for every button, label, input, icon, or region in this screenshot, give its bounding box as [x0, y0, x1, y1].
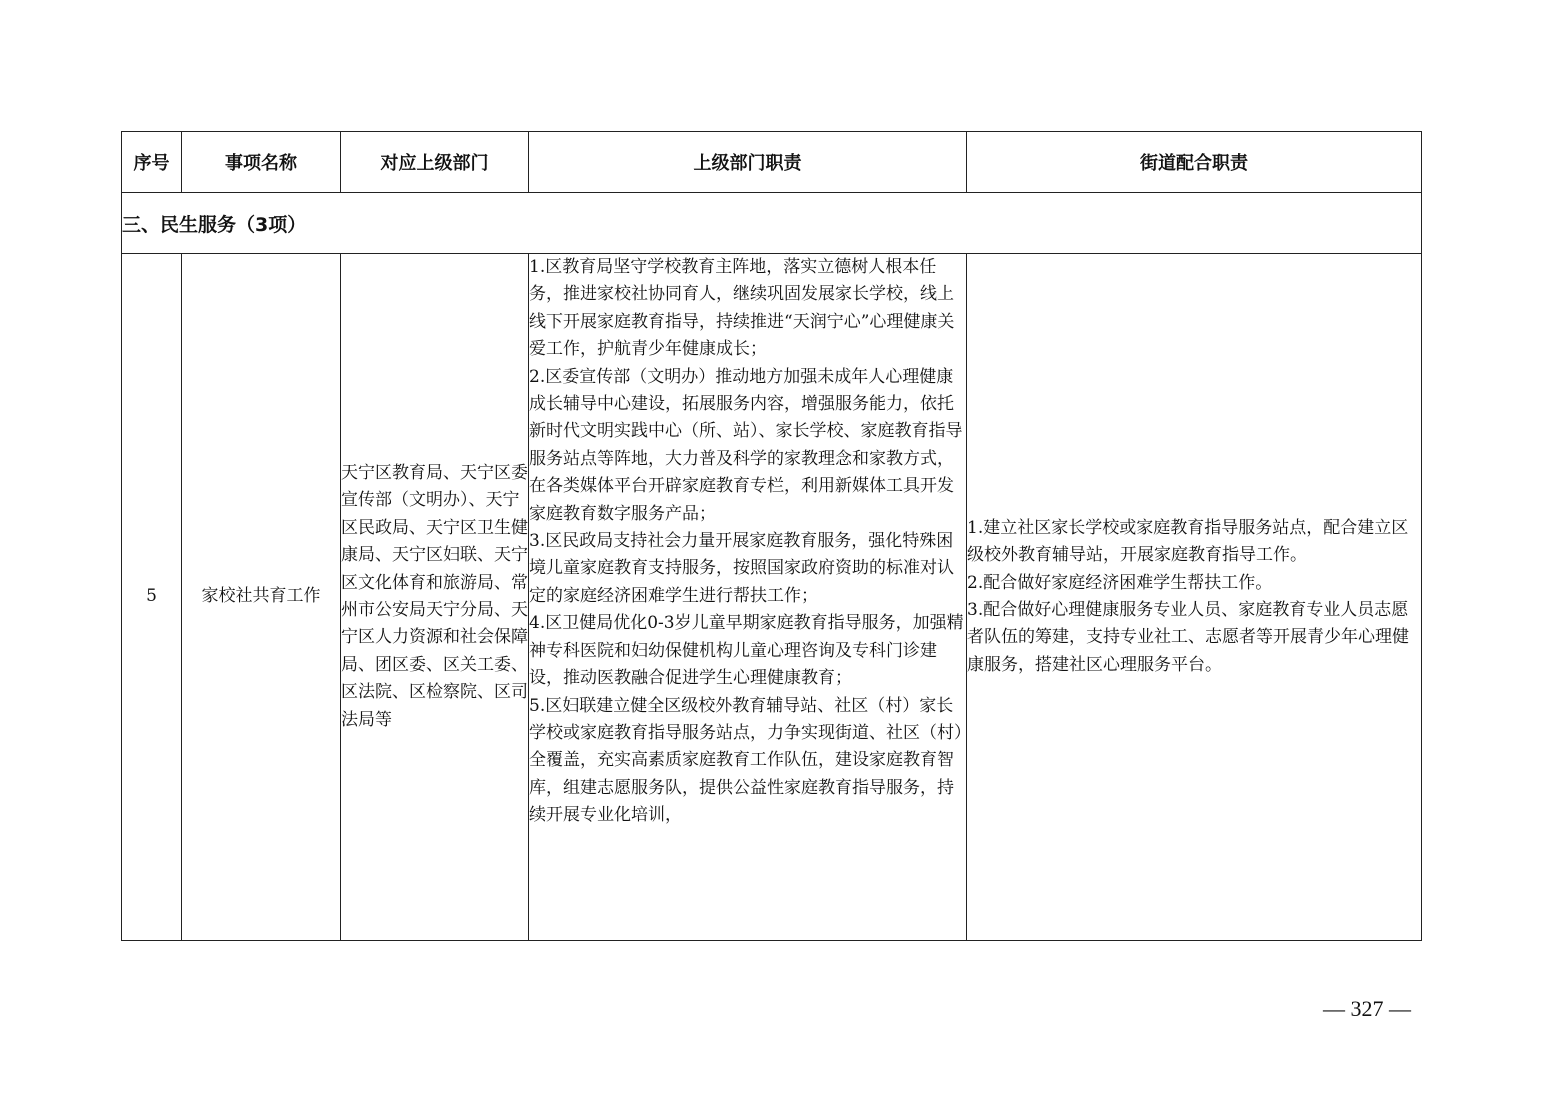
page-number: — 327 — — [1323, 996, 1411, 1021]
upper-duty-5: 5.区妇联建立健全区级校外教育辅导站、社区（村）家长学校或家庭教育指导服务站点，力争实现街道、社区（村）全覆盖，充实高素质家庭教育工作队伍，建设家庭教育智库，组建志愿服务队，提供公益性家庭教育指导服务，持续开展专业化培训， — [529, 695, 963, 826]
section-row — [122, 193, 1422, 254]
row-item-name: 家校社共育工作 — [182, 254, 341, 941]
upper-duty-4: 4.区卫健局优化0-3岁儿童早期家庭教育指导服务，加强精神专科医院和妇幼保健机构儿童心理咨询及专科门诊建设，推动医教融合促进学生心理健康教育； — [529, 613, 964, 689]
section-title: 三、民生服务（3项） — [122, 193, 1422, 254]
responsibility-table — [121, 131, 1422, 941]
row-departments — [341, 254, 529, 941]
header-seq: 序号 — [122, 132, 182, 193]
header-street-duties: 街道配合职责 — [967, 132, 1422, 193]
table-row — [122, 254, 1422, 941]
street-duty-3: 3.配合做好心理健康服务专业人员、家庭教育专业人员志愿者队伍的筹建，支持专业社工、志愿者等开展青少年心理健康服务，搭建社区心理服务平台。 — [967, 600, 1409, 675]
row-seq: 5 — [122, 254, 182, 941]
upper-duty-3: 3.区民政局支持社会力量开展家庭教育服务，强化特殊困境儿童家庭教育支持服务，按照国家政府资助的标准对认定的家庭经济困难学生进行帮扶工作； — [529, 531, 954, 606]
header-item-name: 事项名称 — [182, 132, 341, 193]
row-street-duties — [967, 254, 1422, 941]
upper-duty-2: 2.区委宣传部（文明办）推动地方加强未成年人心理健康成长辅导中心建设，拓展服务内容，增强服务能力，依托新时代文明实践中心（所、站）、家长学校、家庭教育指导服务站点等阵地，大力普及科学的家教理念和家教方式，在各类媒体平台开辟家庭教育专栏，利用新媒体工具开发家庭教育数字服务产品； — [529, 366, 963, 524]
departments-text: 天宁区教育局、天宁区委宣传部（文明办）、天宁区民政局、天宁区卫生健康局、天宁区妇联、天宁区文化体育和旅游局、常州市公安局天宁分局、天宁区人力资源和社会保障局、团区委、区关工委、区法院、区检察院、区司法局等 — [341, 462, 528, 730]
upper-duty-1: 1.区教育局坚守学校教育主阵地，落实立德树人根本任务，推进家校社协同育人，继续巩固发展家长学校，线上线下开展家庭教育指导，持续推进“天润宁心”心理健康关爱工作，护航青少年健康成长； — [529, 257, 955, 360]
header-upper-duties: 上级部门职责 — [529, 132, 967, 193]
header-department: 对应上级部门 — [341, 132, 529, 193]
header-row — [122, 132, 1422, 193]
street-duty-2: 2.配合做好家庭经济困难学生帮扶工作。 — [967, 572, 1273, 593]
row-upper-duties — [529, 254, 967, 941]
street-duty-1: 1.建立社区家长学校或家庭教育指导服务站点，配合建立区级校外教育辅导站，开展家庭教育指导工作。 — [967, 517, 1409, 566]
